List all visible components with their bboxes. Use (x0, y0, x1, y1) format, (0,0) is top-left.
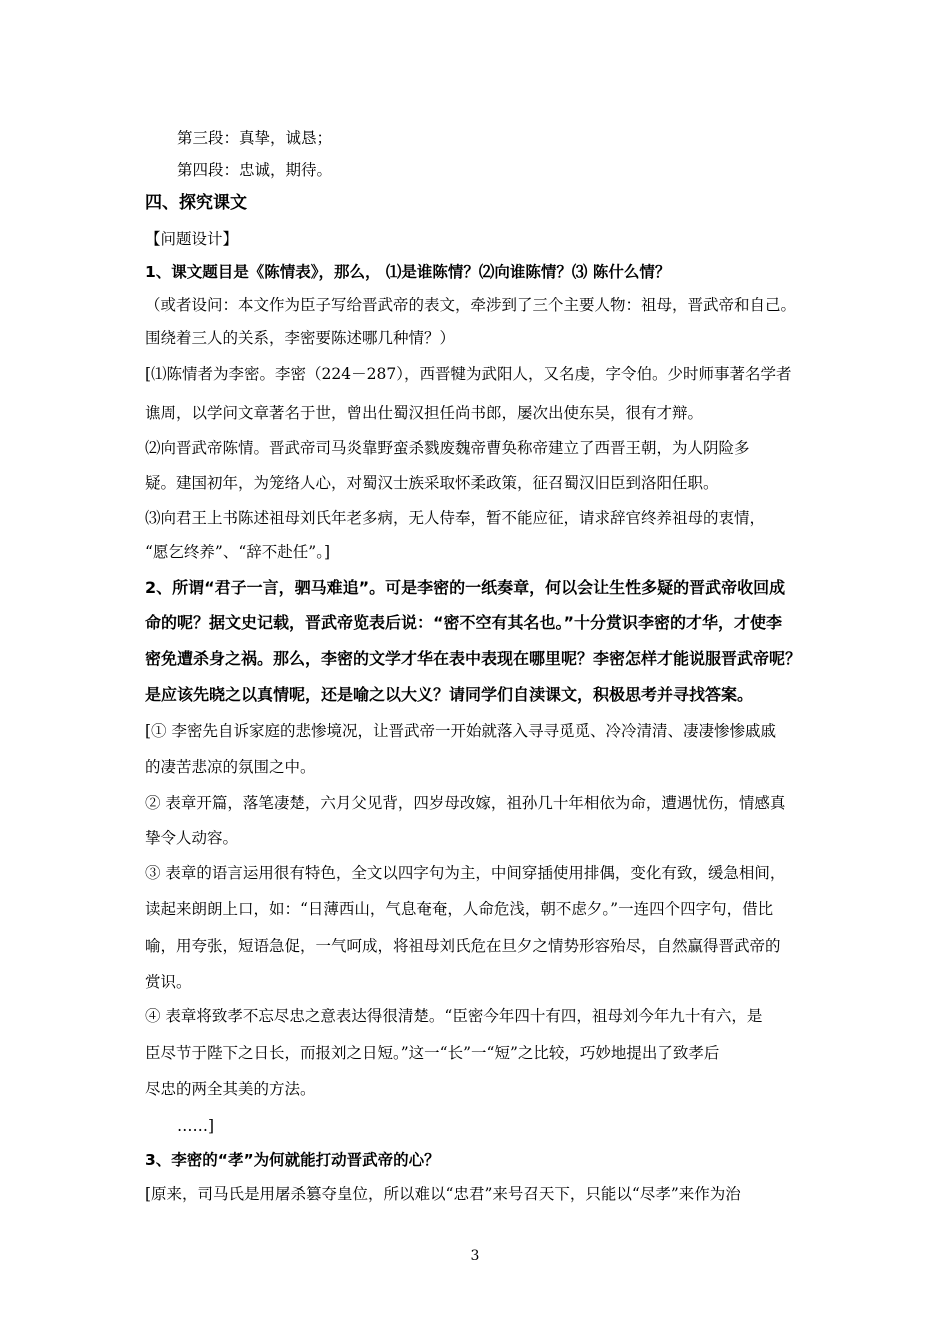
section-note-4: 第四段：忠诚，期待。 (177, 161, 333, 179)
paragraph-line: ⑶向君王上书陈述祖母刘氏年老多病，无人侍奉，暂不能应征，请求辞官终养祖母的衷情， (145, 509, 766, 527)
section-heading: 四、探究课文 (145, 193, 247, 213)
paragraph-line: [原来，司马氏是用屠杀篡夺皇位，所以难以“忠君”来号召天下，只能以“尽孝”来作为治 (145, 1185, 741, 1203)
paragraph-line: 赏识。 (145, 973, 192, 991)
paragraph-line: ⑵向晋武帝陈情。晋武帝司马炎靠野蛮杀戮废魏帝曹奂称帝建立了西晋王朝，为人阴险多 (145, 439, 750, 457)
paragraph-line: 谯周，以学问文章著名于世，曾出仕蜀汉担任尚书郎，屡次出使东吴，很有才辩。 (145, 404, 704, 422)
question-2-line: 命的呢？据文史记载，晋武帝览表后说：“密不空有其名也。”十分赏识李密的才华，才使李 (145, 613, 783, 632)
section-note-3: 第三段：真挚，诚恳； (177, 129, 333, 147)
paragraph-line: ③ 表章的语言运用很有特色，全文以四字句为主，中间穿插使用排偶，变化有致，缓急相间， (145, 864, 786, 882)
paragraph-line: “愿乞终养”、“辞不赴任”。] (145, 543, 330, 561)
paragraph-line: ② 表章开篇，落笔凄楚，六月父见背，四岁母改嫁，祖孙几十年相依为命，遭遇忧伤，情感真 (145, 794, 786, 812)
paragraph-line: （或者设问：本文作为臣子写给晋武帝的表文，牵涉到了三个主要人物：祖母，晋武帝和自己。 (145, 296, 797, 314)
paragraph-line: 尽忠的两全其美的方法。 (145, 1080, 316, 1098)
paragraph-line: [① 李密先自诉家庭的悲惨境况，让晋武帝一开始就落入寻寻觅觅、冷冷清清、凄凄惨惨戚戚 (145, 722, 776, 740)
paragraph-line: 围绕着三人的关系，李密要陈述哪几种情？） (145, 329, 456, 347)
paragraph-line: ④ 表章将致孝不忘尽忠之意表达得很清楚。“臣密今年四十有四，祖母刘今年九十有六，是 (145, 1007, 763, 1025)
paragraph-line: 的凄苦悲凉的氛围之中。 (145, 758, 316, 776)
ellipsis-line: ……] (177, 1117, 215, 1135)
question-3: 3、李密的“孝”为何就能打动晋武帝的心？ (145, 1151, 440, 1169)
page-number: 3 (470, 1248, 480, 1264)
question-2: 2、所谓“君子一言，驷马难追”。可是李密的一纸奏章，何以会让生性多疑的晋武帝收回成 (145, 578, 786, 597)
subheading: 【问题设计】 (145, 230, 239, 248)
paragraph-line: 挚令人动容。 (145, 829, 239, 847)
paragraph-line: 疑。建国初年，为笼络人心，对蜀汉士族采取怀柔政策，征召蜀汉旧臣到洛阳任职。 (145, 474, 719, 492)
paragraph-line: 读起来朗朗上口，如：“日薄西山，气息奄奄，人命危浅，朝不虑夕。”一连四个四字句，借比 (145, 900, 774, 918)
question-1: 1、课文题目是《陈情表》，那么， ⑴是谁陈情？⑵向谁陈情？⑶ 陈什么情？ (145, 263, 671, 281)
question-2-line: 是应该先晓之以真情呢，还是喻之以大义？请同学们自渎课文，积极思考并寻找答案。 (145, 685, 754, 704)
question-2-line: 密免遭杀身之祸。那么，李密的文学才华在表中表现在哪里呢？李密怎样才能说服晋武帝呢？ (145, 649, 802, 668)
paragraph-line: 喻，用夸张，短语急促，一气呵成，将祖母刘氏危在旦夕之情势形容殆尽，自然赢得晋武帝的 (145, 937, 781, 955)
paragraph-line: [⑴陈情者为李密。李密（224－287），西晋犍为武阳人，又名虔，字令伯。少时师事著名学者 (145, 365, 792, 383)
paragraph-line: 臣尽节于陛下之日长，而报刘之日短。”这一“长”一“短”之比较，巧妙地提出了致孝后 (145, 1044, 720, 1062)
